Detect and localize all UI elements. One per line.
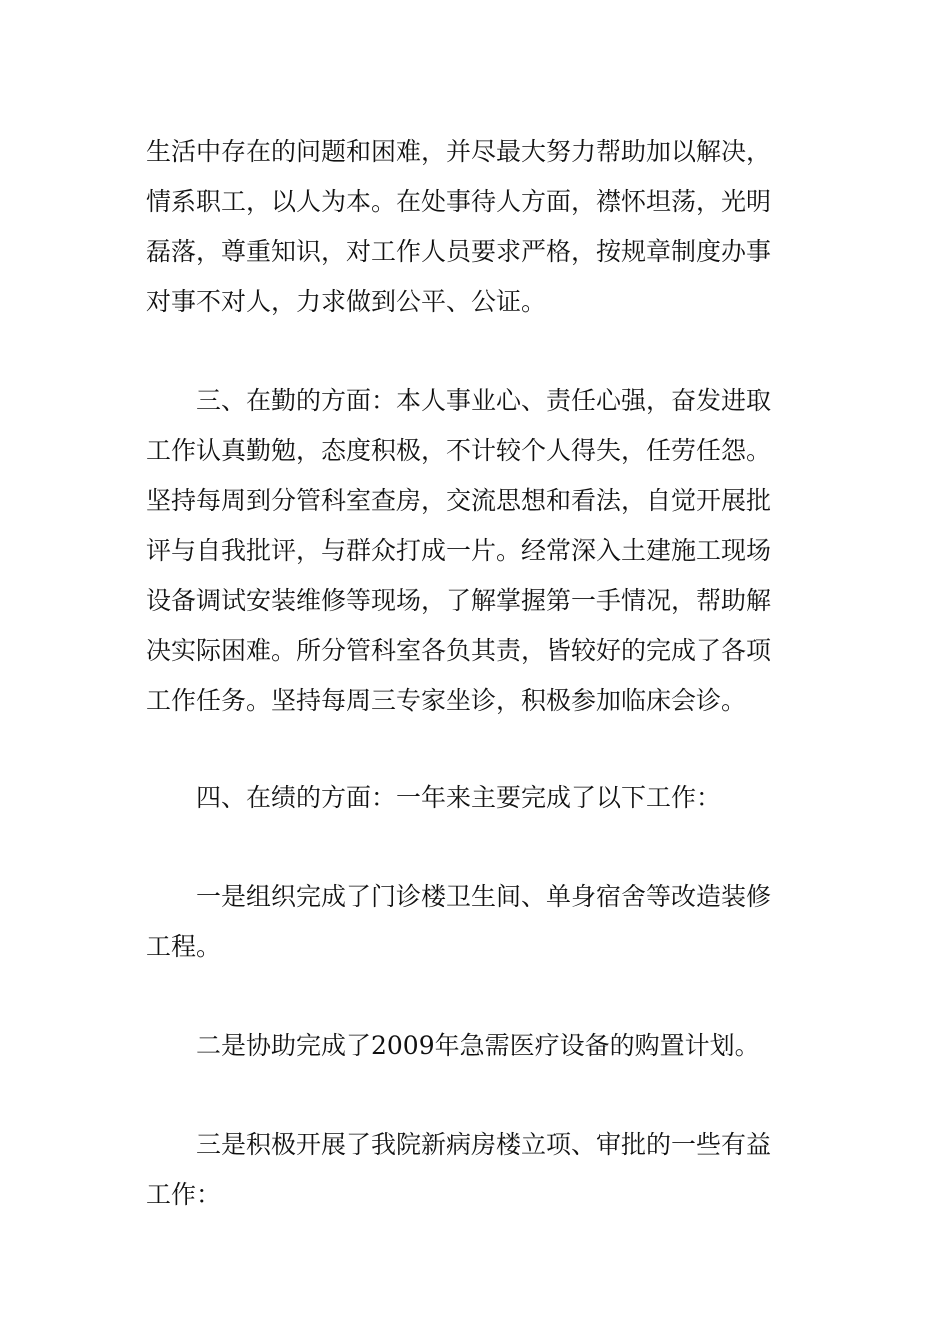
text-line: 评与自我批评，与群众打成一片。经常深入土建施工现场 — [146, 536, 772, 565]
text-line: 工作认真勤勉，态度积极，不计较个人得失，任劳任怨。 — [146, 436, 772, 465]
text-line: 三、在勤的方面：本人事业心、责任心强，奋发进取 — [196, 386, 772, 415]
text-line: 工程。 — [146, 932, 222, 961]
text-line: 决实际困难。所分管科室各负其责，皆较好的完成了各项 — [146, 636, 772, 665]
text-line: 设备调试安装维修等现场，了解掌握第一手情况，帮助解 — [146, 586, 772, 615]
text-line: 对事不对人，力求做到公平、公证。 — [146, 287, 547, 316]
text-line: 一是组织完成了门诊楼卫生间、单身宿舍等改造装修 — [196, 882, 772, 911]
text-line: 二是协助完成了2009年急需医疗设备的购置计划。 — [196, 1031, 760, 1060]
text-line: 四、在绩的方面：一年来主要完成了以下工作： — [196, 783, 722, 812]
text-line: 工作： — [146, 1180, 222, 1209]
text-line: 工作任务。坚持每周三专家坐诊，积极参加临床会诊。 — [146, 686, 747, 715]
text-line: 坚持每周到分管科室查房，交流思想和看法，自觉开展批 — [146, 486, 772, 515]
text-line: 磊落，尊重知识，对工作人员要求严格，按规章制度办事 — [146, 237, 772, 266]
text-line: 三是积极开展了我院新病房楼立项、审批的一些有益 — [196, 1130, 772, 1159]
text-line: 生活中存在的问题和困难，并尽最大努力帮助加以解决， — [146, 137, 772, 166]
text-line: 情系职工，以人为本。在处事待人方面，襟怀坦荡，光明 — [146, 187, 772, 216]
